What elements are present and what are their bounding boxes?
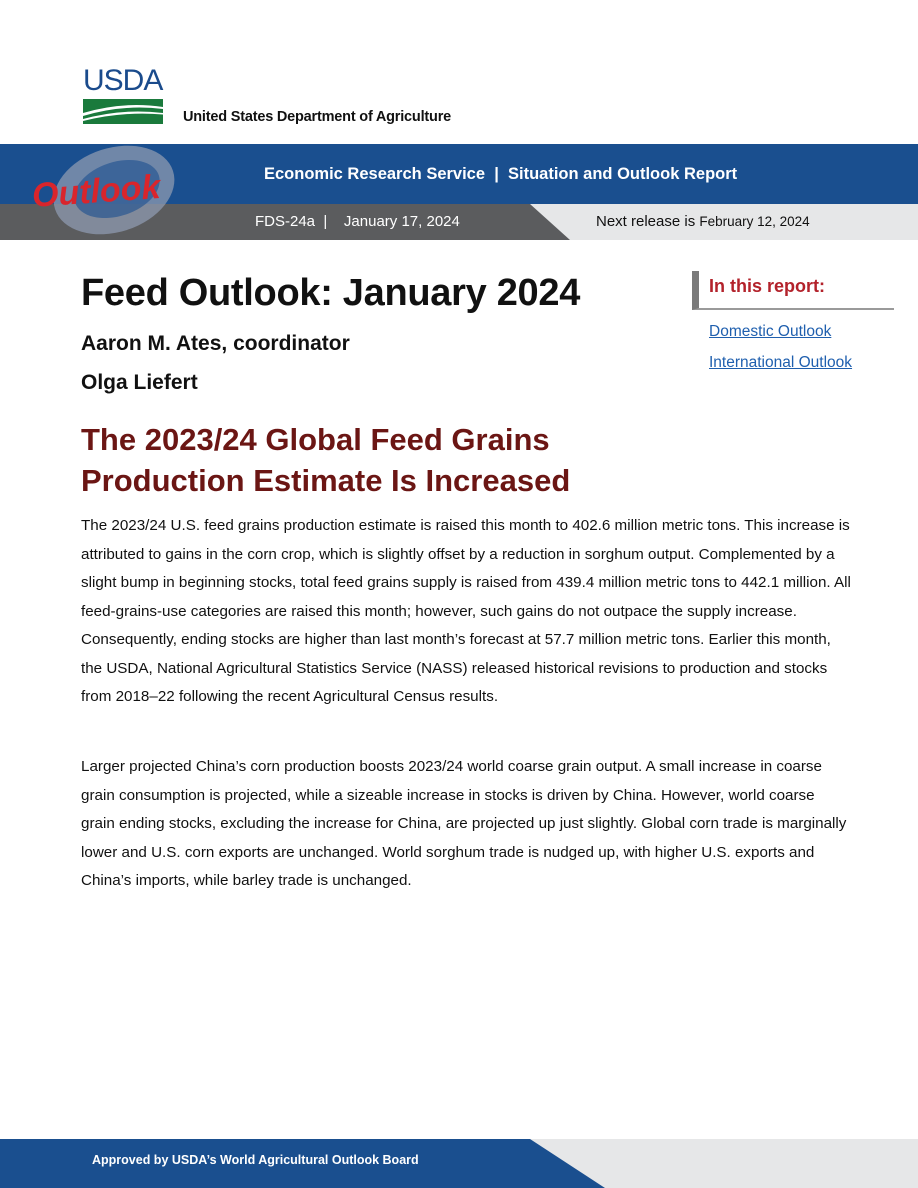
in-this-report-box [692, 271, 894, 310]
report-subtitle: The 2023/24 Global Feed Grains Production Estimate Is Increased [81, 422, 571, 498]
author-coordinator: Aaron M. Ates, coordinator [81, 332, 350, 355]
page-title: Feed Outlook: January 2024 [81, 272, 581, 314]
link-international-outlook[interactable]: International Outlook [709, 354, 853, 371]
paragraph-domestic: The 2023/24 U.S. feed grains production estimate is raised this month to 402.6 million metric tons. This increase is attributed to gains in the corn crop, which is slightly offset by a reduction in sorghum output. Complemented by a slight bump in beginning stocks, total feed grains supply is raised from 439.4 million metric tons to 442.1 million. All feed-grains-use categories are raised this month; however, such gains do not outpace the supply increase. Consequently, ending stocks are higher than last month’s forecast at 57.7 million metric tons. Earlier this month, the USDA, National Agricultural Statistics Service (NASS) released historical revisions to production and stocks from 2018–22 following the recent Agricultural Census results. [81, 517, 851, 705]
report-code-date: FDS-24a | January 17, 2024 [255, 213, 460, 230]
service-title: Economic Research Service | Situation and Outlook Report [264, 165, 738, 183]
outlook-logo-word: Outlook [30, 167, 162, 215]
next-release-date: February 12, 2024 [699, 214, 810, 229]
footer-approval: Approved by USDA’s World Agricultural Outlook Board [92, 1153, 419, 1167]
department-name: United States Department of Agriculture [183, 109, 452, 125]
usda-logo-green-bar [83, 99, 163, 124]
in-this-report-heading: In this report: [709, 276, 825, 296]
next-release [596, 213, 810, 230]
usda-logo-letters: USDA [83, 64, 163, 97]
usda-logo-hills-icon [83, 99, 163, 124]
usda-logo [83, 64, 163, 124]
author-second: Olga Liefert [81, 371, 198, 394]
link-domestic-outlook[interactable]: Domestic Outlook [709, 323, 832, 340]
next-release-label: Next release is [596, 213, 700, 230]
outlook-logo [22, 142, 192, 242]
paragraph-international: Larger projected China’s corn production boosts 2023/24 world coarse grain output. A small increase in coarse grain consumption is projected, while a sizeable increase in stocks is driven by China. However, world coarse grain ending stocks, excluding the increase for China, are projected up just slightly. Global corn trade is marginally lower and U.S. corn exports are unchanged. World sorghum trade is nudged up, with higher U.S. exports and China’s imports, while barley trade is unchanged. [81, 758, 847, 889]
